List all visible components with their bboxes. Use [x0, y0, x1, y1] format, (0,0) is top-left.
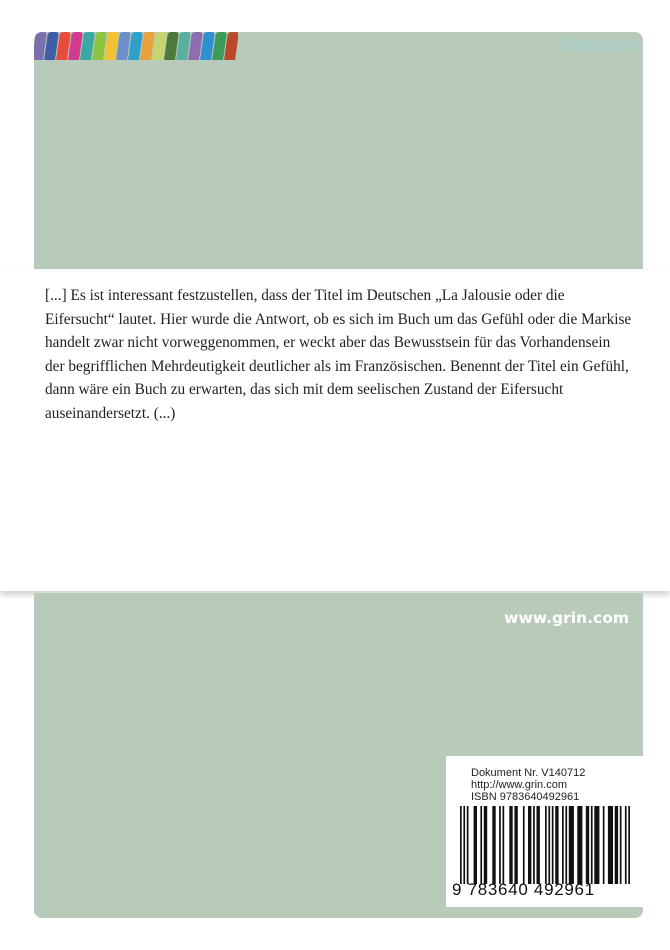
document-number: Dokument Nr. V140712 [471, 767, 586, 779]
document-url: http://www.grin.com [471, 779, 567, 791]
top-color-panel [34, 32, 643, 269]
isbn-line: ISBN 9783640492961 [471, 791, 580, 803]
color-stripe-bar [34, 32, 238, 60]
publisher-website: www.grin.com [504, 609, 629, 627]
blurb-text: [...] Es ist interessant festzustellen, dass der Titel im Deutschen „La Jalousie oder die Eifersucht“ lautet. Hier wurde die Antwort, ob es sich im Buch um das Gefühl oder die Markise handelt zwar nicht vorweggenommen, er weckt aber das Bewusstsein für das Vorhandensein der begrifflichen Mehrdeutigkeit deutlicher als im Französischen. Benennt der Titel ein Gefühl, dann wäre ein Buch zu erwarten, das sich mit dem seelischen Zustand der Eifersucht auseinandersetzt. (...) [45, 287, 632, 422]
barcode-icon [460, 806, 630, 884]
barcode-digits: 9 783640 492961 [452, 880, 595, 899]
barcode-box [446, 756, 644, 907]
category-label: Pädagogik [558, 36, 638, 54]
